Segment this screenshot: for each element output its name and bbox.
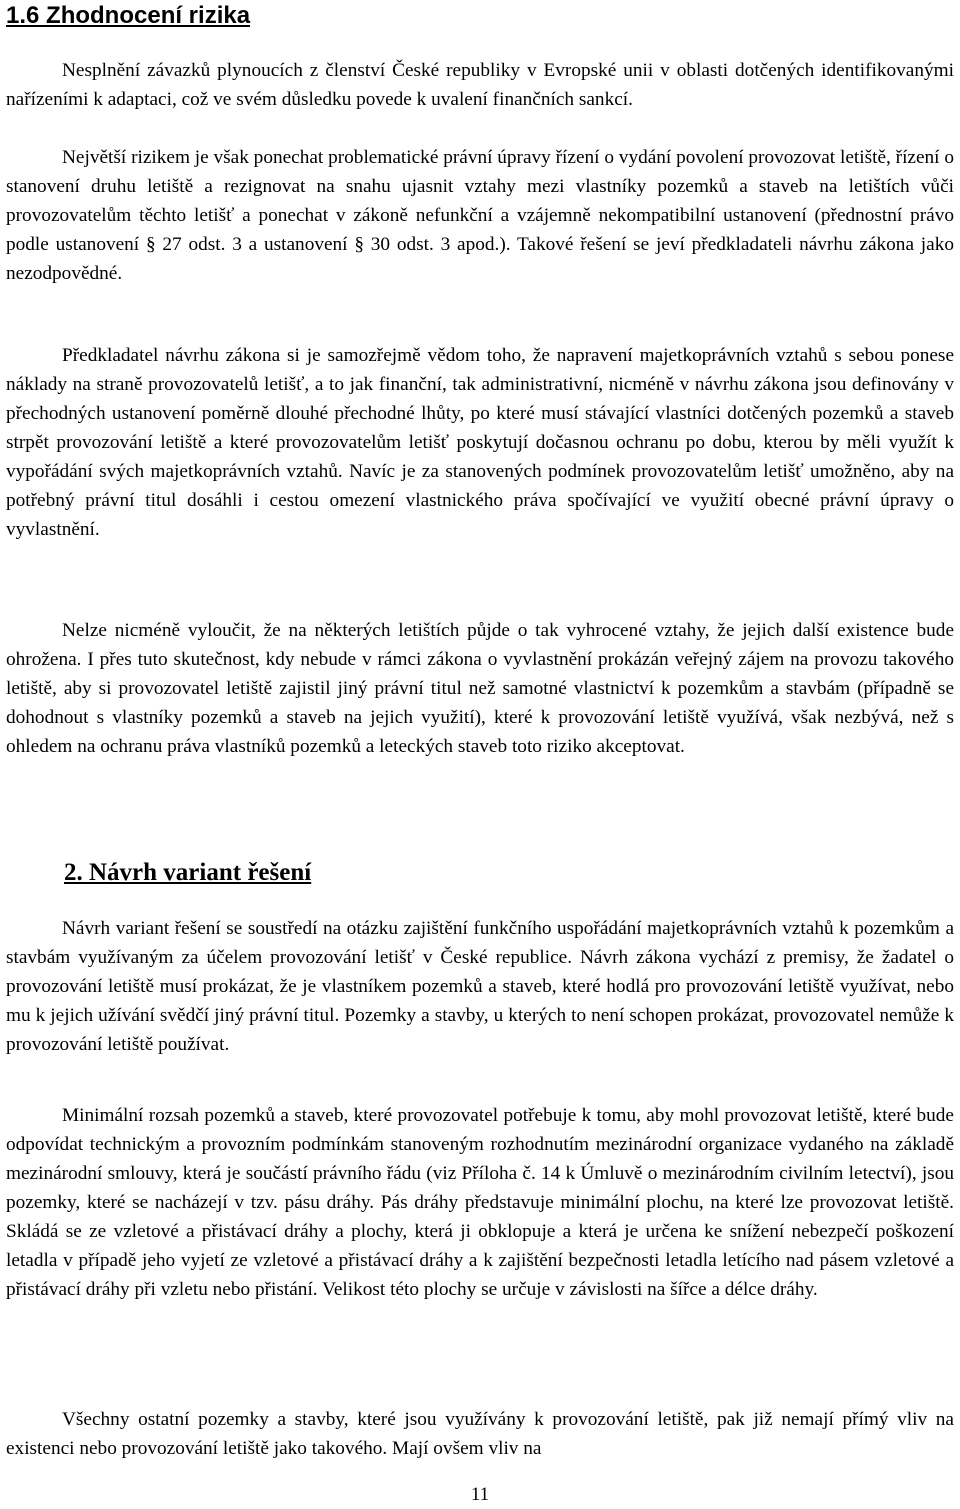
paragraph-5: Návrh variant řešení se soustředí na otázku zajištění funkčního uspořádání majetkoprávních vztahů k pozemkům a stavbám využívaným za účelem provozování letišť v České republice. Návrh zákona vychází z premisy, že žadatel o provozování letiště musí prokázat, že je vlastníkem pozemků a staveb, které hodlá pro provozování letiště využívat, nebo mu k jejich užívání svědčí jiný právní titul. Pozemky a stavby, u kterých to není schopen prokázat, provozovatel nemůže k provozování letiště používat. [6,918,954,1055]
paragraph-2: Největší rizikem je však ponechat problematické právní úpravy řízení o vydání povolení provozovat letiště, řízení o stanovení druhu letiště a rezignovat na snahu ujasnit vztahy mezi vlastníky pozemků a staveb na letištích vůči provozovatelům těchto letišť a ponechat v zákoně nefunkční a vzájemně nekompatibilní ustanovení (přednostní právo podle ustanovení § 27 odst. 3 a ustanovení § 30 odst. 3 apod.). Takové řešení se jeví předkladateli návrhu zákona jako nezodpovědné. [6,147,955,284]
page-number: 11 [470,1484,490,1505]
paragraph-4: Nelze nicméně vyloučit, že na některých letištích půjde o tak vyhrocené vztahy, že jejich další existence bude ohrožena. I přes tuto skutečnost, kdy nebude v rámci zákona o vyvlastnění prokázán veřejný zájem na provozu takového letiště, aby si provozovatel letiště zajistil jiný právní titul než samotné vlastnictví k pozemkům a stavbám (případně se dohodnout s vlastníky pozemků a staveb na jejich využití), které k provozování letiště využívá, však nezbývá, než s ohledem na ochranu práva vlastníků pozemků a leteckých staveb toto riziko akceptovat. [6,620,954,757]
paragraph-6: Minimální rozsah pozemků a staveb, které provozovatel potřebuje k tomu, aby mohl provozovat letiště, které bude odpovídat technickým a provozním podmínkám stanoveným rozhodnutím mezinárodní organizace vydaného na základě mezinárodní smlouvy, která je součástí právního řádu (viz Příloha č. 14 k Úmluvě o mezinárodním civilním letectví), jsou pozemky, které se nacházejí v tzv. pásu dráhy. Pás dráhy představuje minimální plochu, na které lze provozovat letiště. Skládá se ze vzletové a přistávací dráhy a plochy, která ji obklopuje a která je určena ke snížení nebezpečí poškození letadla v případě jeho vyjetí ze vzletové a přistávací dráhy a k zajištění bezpečnosti letadla letícího nad pásem vzletové a přistávací dráhy při vzletu nebo přistání. Velikost této plochy se určuje v závislosti na šířce a délce dráhy. [6,1105,954,1300]
chapter-heading: 2. Návrh variant řešení [64,859,312,886]
paragraph-1: Nesplnění závazků plynoucích z členství České republiky v Evropské unii v oblasti dotčených identifikovanými nařízeními k adaptaci, což ve svém důsledku povede k uvalení finančních sankcí. [6,60,954,110]
section-heading: 1.6 Zhodnocení rizika [6,2,251,29]
paragraph-3: Předkladatel návrhu zákona si je samozřejmě vědom toho, že napravení majetkoprávních vztahů s sebou ponese náklady na straně provozovatelů letišť, a to jak finanční, tak administrativní, nicméně v návrhu zákona jsou definovány v přechodných ustanovení poměrně dlouhé přechodné lhůty, po které musí stávající vlastníci dotčených pozemků a staveb strpět provozování letiště a které provozovatelům letišť poskytují dočasnou ochranu po dobu, kterou by měli využít k vypořádání svých majetkoprávních vztahů. Navíc je za stanovených podmínek provozovatelům letišť umožněno, aby na potřebný právní titul dosáhli i cestou omezení vlastnického práva spočívající ve využití obecné právní úpravy o vyvlastnění. [6,345,954,540]
paragraph-7: Všechny ostatní pozemky a stavby, které jsou využívány k provozování letiště, pak již nemají přímý vliv na existenci nebo provozování letiště jako takového. Mají ovšem vliv na [6,1409,954,1459]
